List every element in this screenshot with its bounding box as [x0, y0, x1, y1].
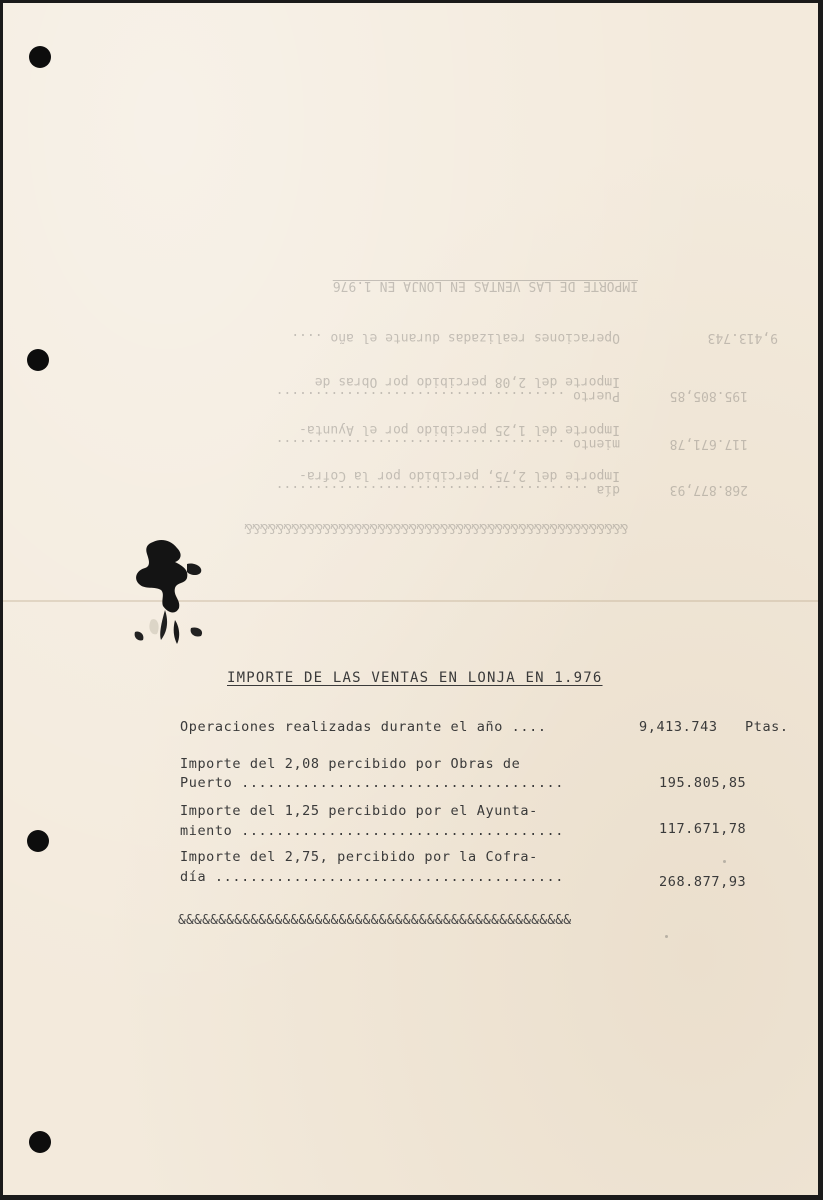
row-cofradia-label-line2: día ........................................ [180, 869, 565, 885]
bleed-border: &&&&&&&&&&&&&&&&&&&&&&&&&&&&&&&&&&&&&&&&&&&&&&&&& [244, 520, 628, 535]
row-ayuntamiento-amount: 117.671,78 [659, 821, 747, 837]
row-obras-amount: 195.805,85 [659, 775, 747, 791]
typed-content [3, 3, 818, 1195]
row-ayuntamiento-label-line1: Importe del 1,25 percibido por el Ayunta- [180, 803, 538, 819]
row-obras-label-line2: Puerto ..................................... [180, 775, 565, 791]
row-obras-label-line1: Importe del 2,08 percibido por Obras de [180, 756, 521, 772]
bleed-line: Importe del 2,08 percibido por Obras de [314, 374, 620, 389]
bleed-line: Operaciones realizadas durante el año .... [291, 330, 620, 345]
row-cofradia-label-line1: Importe del 2,75, percibido por la Cofra- [180, 849, 538, 865]
row-operaciones-unit: Ptas. [745, 719, 789, 735]
row-ayuntamiento-label-line2: miento ..................................... [180, 823, 565, 839]
page-title: IMPORTE DE LAS VENTAS EN LONJA EN 1.976 [227, 670, 603, 686]
bleed-line: Puerto ..................................... [275, 388, 620, 403]
bleed-line: miento ..................................... [275, 436, 620, 451]
bleed-line: Importe del 1,25 percibido por el Ayunta- [299, 422, 620, 437]
bleed-line: día ........................................ [275, 482, 620, 497]
row-cofradia-amount: 268.877,93 [659, 874, 747, 890]
bleed-amount: 9,413.743 [707, 330, 778, 345]
document-page [3, 3, 818, 1195]
bleed-line: Importe del 2,75, percibido por la Cofra- [299, 468, 620, 483]
row-operaciones-label: Operaciones realizadas durante el año .... [180, 719, 547, 735]
row-operaciones-amount: 9,413.743 [639, 719, 718, 735]
bleed-amount: 268.877,93 [669, 482, 748, 497]
ampersand-border: &&&&&&&&&&&&&&&&&&&&&&&&&&&&&&&&&&&&&&&&&&&&&&&&& [178, 913, 572, 928]
bleed-amount: 117.671,78 [669, 436, 748, 451]
bleed-amount: 195.805,85 [669, 388, 748, 403]
bleed-title: IMPORTE DE LAS VENTAS EN LONJA EN 1.976 [332, 278, 638, 293]
